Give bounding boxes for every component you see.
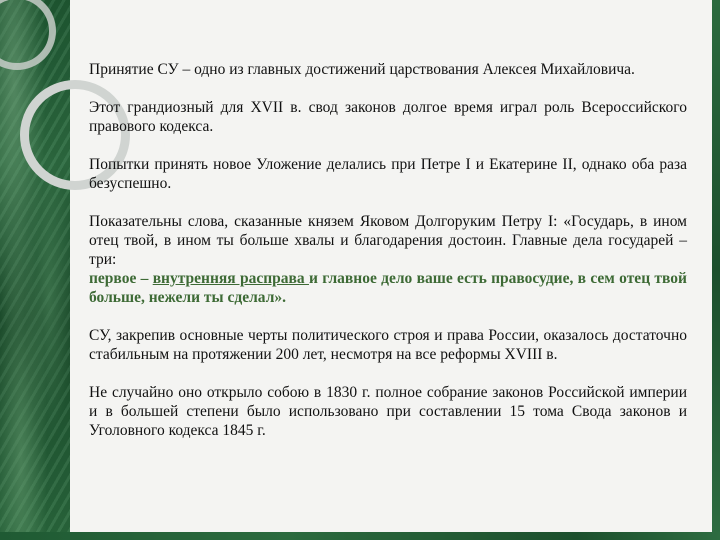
quote-start: первое – [89, 270, 153, 287]
quote-paragraph [89, 269, 687, 307]
paragraph-2: Этот грандиозный для XVII в. свод законов долгое время играл роль Всероссийского правового кодекса. [89, 99, 687, 135]
quote-end: и главное дело ваше есть правосудие, в сем отец твой больше, нежели ты сделал». [89, 270, 687, 306]
paragraph-1: Принятие СУ – одно из главных достижений царствования Алексея Михайловича. [89, 61, 635, 78]
paragraph-4: Показательны слова, сказанные князем Яковом Долгоруким Петру I: «Государь, в ином отец твой, в ином ты больше хвалы и благодарения достоин. Главные дела государей – три: [89, 213, 687, 268]
paragraph-5: СУ, закрепив основные черты политического строя и права России, оказалось достаточно стабильным на протяжении 200 лет, несмотря на все реформы XVIII в. [89, 327, 687, 363]
marble-border-right [712, 0, 720, 540]
slide-text [89, 60, 687, 459]
paragraph-6: Не случайно оно открыло собою в 1830 г. полное собрание законов Российской империи и в большей степени было использовано при составлении 15 тома Свода законов и Уголовного кодекса 1845 г. [89, 384, 687, 439]
paragraph-3: Попытки принять новое Уложение делались при Петре I и Екатерине II, однако оба раза безуспешно. [89, 156, 687, 192]
marble-border-bottom [0, 532, 720, 540]
quote-underlined: внутренняя расправа [152, 270, 309, 287]
